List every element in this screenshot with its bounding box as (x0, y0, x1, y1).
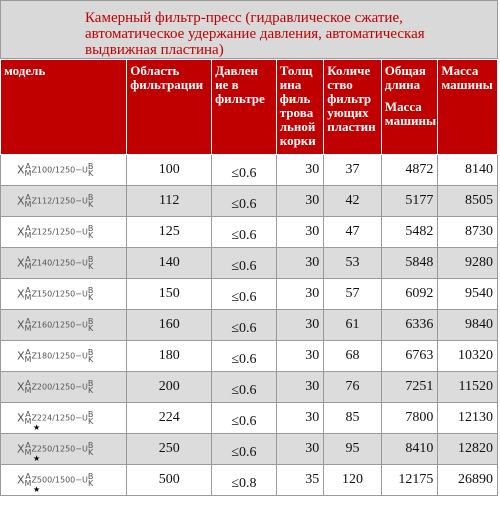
table-row (1, 248, 498, 279)
cell-area: 100 (127, 155, 212, 186)
header-length (381, 60, 438, 155)
cell-pressure (212, 217, 277, 248)
model-sup-top: A (25, 472, 31, 481)
cell-mass: 8505 (438, 186, 498, 217)
model-prefix: X (17, 411, 25, 425)
cell-length: 12175 (381, 465, 438, 496)
pressure-value: ≤0.6 (231, 197, 257, 212)
model-sub-bottom: K (87, 386, 94, 395)
model-prefix: X (17, 163, 25, 177)
pressure-value: ≤0.6 (231, 259, 257, 274)
pressure-value: ≤0.8 (231, 476, 257, 491)
model-sup-bottom: M (24, 355, 32, 364)
cell-mass: 10320 (438, 341, 498, 372)
header-row (1, 60, 498, 155)
model-sup-top: A (25, 410, 31, 419)
table-caption (0, 0, 498, 59)
cell-pressure (212, 341, 277, 372)
model-sub-bottom: K (87, 293, 94, 302)
model-code: Z500/1500 (31, 475, 76, 485)
model-sub-bottom: K (87, 231, 94, 240)
model-sup-top: A (25, 379, 31, 388)
cell-length: 6336 (381, 310, 438, 341)
model-sup-top: A (25, 224, 31, 233)
model-prefix: X (17, 442, 25, 456)
cell-model (1, 403, 127, 434)
cell-count: 95 (324, 434, 382, 465)
model-sup-top: A (25, 193, 31, 202)
model-sub-top: B (87, 348, 94, 357)
cell-count: 76 (324, 372, 382, 403)
cell-thickness: 30 (276, 341, 323, 372)
model-prefix: X (17, 194, 25, 208)
model-sup-top: A (25, 162, 31, 171)
table-row (1, 310, 498, 341)
model-sub (88, 256, 94, 270)
model-sub-top: B (87, 410, 94, 419)
cell-mass: 8140 (438, 155, 498, 186)
cell-pressure (212, 403, 277, 434)
cell-thickness: 30 (276, 248, 323, 279)
cell-count: 68 (324, 341, 382, 372)
table-row (1, 465, 498, 496)
star-icon: ★ (33, 423, 41, 432)
cell-thickness: 30 (276, 217, 323, 248)
model-sub (88, 194, 94, 208)
cell-length: 4872 (381, 155, 438, 186)
cell-model (1, 217, 127, 248)
filter-press-table (0, 59, 498, 496)
model-suffix: −U (75, 320, 88, 330)
cell-length: 8410 (381, 434, 438, 465)
cell-pressure (212, 310, 277, 341)
cell-mass: 9840 (438, 310, 498, 341)
model-sub (88, 318, 94, 332)
star-icon: ★ (33, 485, 41, 494)
model-sup-bottom: M (24, 448, 32, 457)
model-sub (88, 287, 94, 301)
cell-area: 140 (127, 248, 212, 279)
cell-count: 37 (324, 155, 382, 186)
cell-pressure (212, 372, 277, 403)
model-suffix: −U (75, 227, 88, 237)
model-sub (88, 442, 94, 456)
model-sub (88, 411, 94, 425)
model-sup-bottom: M (24, 231, 32, 240)
cell-model (1, 434, 127, 465)
table-row (1, 186, 498, 217)
cell-mass: 12820 (438, 434, 498, 465)
model-suffix: −U (75, 289, 88, 299)
model-sub-top: B (87, 441, 94, 450)
cell-count: 120 (324, 465, 382, 496)
model-sub (88, 163, 94, 177)
model-suffix: −U (75, 196, 88, 206)
model-code: Z150/1250 (31, 289, 76, 299)
cell-area: 160 (127, 310, 212, 341)
model-sub-top: B (87, 224, 94, 233)
cell-length: 5177 (381, 186, 438, 217)
model-code: Z224/1250 (31, 413, 76, 423)
model-sub-top: B (87, 379, 94, 388)
model-code: Z125/1250 (31, 227, 76, 237)
table-row (1, 155, 498, 186)
cell-area: 125 (127, 217, 212, 248)
pressure-value: ≤0.6 (231, 166, 257, 181)
header-model: модель (1, 60, 127, 155)
model-sub (88, 380, 94, 394)
model-prefix: X (17, 349, 25, 363)
cell-area: 224 (127, 403, 212, 434)
table-title: Камерный фильтр-пресс (гидравлическое сжатие, автоматическое удержание давления, автоматическая выдвижная пластина) (85, 10, 425, 58)
cell-pressure (212, 248, 277, 279)
cell-pressure (212, 186, 277, 217)
model-sub-top: B (87, 286, 94, 295)
cell-length: 5848 (381, 248, 438, 279)
model-sup-top: A (25, 441, 31, 450)
model-suffix: −U (75, 444, 88, 454)
cell-thickness: 30 (276, 310, 323, 341)
cell-mass: 9540 (438, 279, 498, 310)
model-sup-bottom: M (24, 262, 32, 271)
header-area: Область фильтрации (127, 60, 212, 155)
cell-count: 42 (324, 186, 382, 217)
pressure-value: ≤0.6 (231, 383, 257, 398)
pressure-value: ≤0.6 (231, 445, 257, 460)
model-sub-bottom: K (87, 355, 94, 364)
model-suffix: −U (75, 475, 88, 485)
model-sup-bottom: M (24, 386, 32, 395)
model-sup-top: A (25, 348, 31, 357)
header-pressure: Давлен ие в фильтре (212, 60, 277, 155)
pressure-value: ≤0.6 (231, 352, 257, 367)
model-sub-bottom: K (87, 200, 94, 209)
model-suffix: −U (75, 382, 88, 392)
model-sup-top: A (25, 286, 31, 295)
cell-mass: 12130 (438, 403, 498, 434)
cell-count: 47 (324, 217, 382, 248)
cell-model (1, 341, 127, 372)
cell-count: 61 (324, 310, 382, 341)
table-row (1, 372, 498, 403)
model-suffix: −U (75, 413, 88, 423)
table-row (1, 403, 498, 434)
model-sub-bottom: K (87, 169, 94, 178)
star-icon: ★ (33, 454, 41, 463)
table-row (1, 341, 498, 372)
cell-thickness: 35 (276, 465, 323, 496)
model-sub-bottom: K (87, 324, 94, 333)
cell-model (1, 186, 127, 217)
model-code: Z140/1250 (31, 258, 76, 268)
cell-area: 180 (127, 341, 212, 372)
header-thickness: Толщ ина филь трова льной корки (276, 60, 323, 155)
cell-thickness: 30 (276, 434, 323, 465)
header-mass: Масса машины (438, 60, 498, 155)
cell-model (1, 248, 127, 279)
pressure-value: ≤0.6 (231, 290, 257, 305)
cell-length: 5482 (381, 217, 438, 248)
cell-length: 6763 (381, 341, 438, 372)
table-row (1, 279, 498, 310)
pressure-value: ≤0.6 (231, 228, 257, 243)
model-sup-bottom: M (24, 479, 32, 488)
header-count: Количе ство фильтр ующих пластин (324, 60, 382, 155)
model-code: Z250/1250 (31, 444, 76, 454)
pressure-value: ≤0.6 (231, 414, 257, 429)
cell-pressure (212, 155, 277, 186)
model-sup-bottom: M (24, 324, 32, 333)
table-body (1, 155, 498, 496)
cell-pressure (212, 279, 277, 310)
model-code: Z100/1250 (31, 165, 76, 175)
cell-count: 57 (324, 279, 382, 310)
model-sup-top: A (25, 255, 31, 264)
model-sub-bottom: K (87, 479, 94, 488)
cell-count: 53 (324, 248, 382, 279)
cell-thickness: 30 (276, 372, 323, 403)
cell-length: 7800 (381, 403, 438, 434)
cell-model (1, 279, 127, 310)
table-row (1, 434, 498, 465)
model-sub (88, 225, 94, 239)
cell-area: 200 (127, 372, 212, 403)
model-prefix: X (17, 287, 25, 301)
cell-mass: 26890 (438, 465, 498, 496)
cell-count: 85 (324, 403, 382, 434)
model-sup-bottom: M (24, 417, 32, 426)
model-sup-bottom: M (24, 200, 32, 209)
cell-mass: 8730 (438, 217, 498, 248)
cell-area: 112 (127, 186, 212, 217)
cell-thickness: 30 (276, 155, 323, 186)
model-code: Z180/1250 (31, 351, 76, 361)
cell-thickness: 30 (276, 279, 323, 310)
model-suffix: −U (75, 351, 88, 361)
model-prefix: X (17, 256, 25, 270)
model-sub-bottom: K (87, 448, 94, 457)
model-sub (88, 473, 94, 487)
cell-area: 500 (127, 465, 212, 496)
model-prefix: X (17, 380, 25, 394)
pressure-value: ≤0.6 (231, 321, 257, 336)
model-sub-bottom: K (87, 417, 94, 426)
table-row (1, 217, 498, 248)
cell-pressure (212, 434, 277, 465)
cell-model (1, 465, 127, 496)
cell-mass: 11520 (438, 372, 498, 403)
model-suffix: −U (75, 165, 88, 175)
cell-model (1, 155, 127, 186)
model-sup-top: A (25, 317, 31, 326)
cell-area: 150 (127, 279, 212, 310)
model-sup-bottom: M (24, 169, 32, 178)
model-sub-top: B (87, 255, 94, 264)
model-code: Z160/1250 (31, 320, 76, 330)
model-suffix: −U (75, 258, 88, 268)
model-sub-top: B (87, 193, 94, 202)
cell-length: 7251 (381, 372, 438, 403)
model-sub-bottom: K (87, 262, 94, 271)
model-code: Z112/1250 (31, 196, 76, 206)
header-length-label: Общая длина (384, 63, 426, 92)
cell-thickness: 30 (276, 186, 323, 217)
model-prefix: X (17, 225, 25, 239)
model-sub-top: B (87, 317, 94, 326)
cell-model (1, 372, 127, 403)
cell-thickness: 30 (276, 403, 323, 434)
cell-model (1, 310, 127, 341)
cell-area: 250 (127, 434, 212, 465)
model-sub-top: B (87, 162, 94, 171)
model-sub (88, 349, 94, 363)
model-sub-top: B (87, 472, 94, 481)
model-prefix: X (17, 473, 25, 487)
header-length-sub: Масса машины (384, 99, 437, 128)
model-prefix: X (17, 318, 25, 332)
cell-mass: 9280 (438, 248, 498, 279)
cell-length: 6092 (381, 279, 438, 310)
cell-pressure (212, 465, 277, 496)
model-code: Z200/1250 (31, 382, 76, 392)
model-sup-bottom: M (24, 293, 32, 302)
